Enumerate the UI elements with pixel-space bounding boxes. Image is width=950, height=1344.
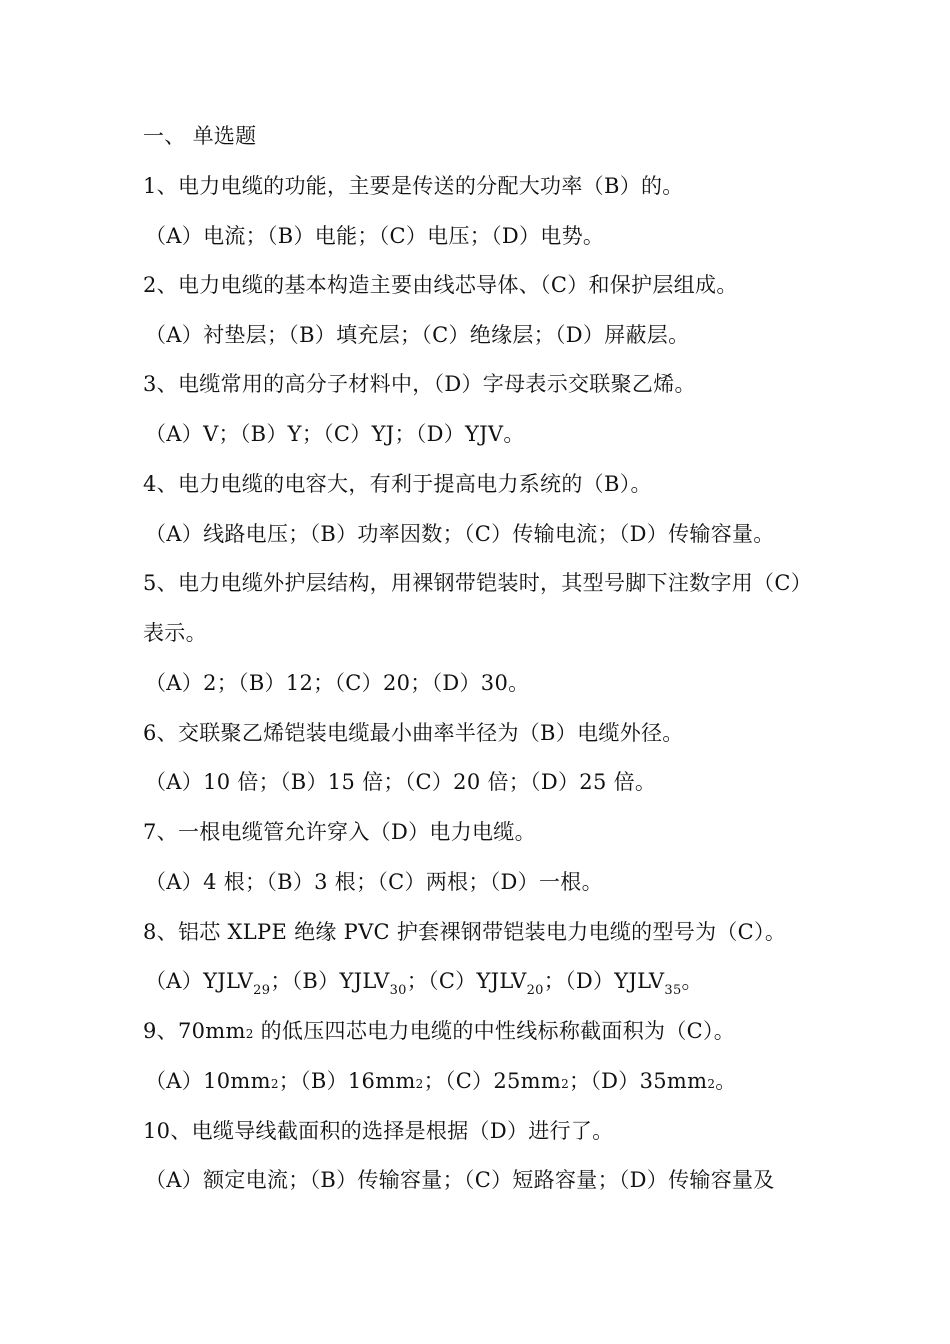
question-8: 8、铝芯 XLPE 绝缘 PVC 护套裸钢带铠装电力电缆的型号为（C）。 [143,920,787,944]
options-3: （A）V；（B）Y；（C）YJ；（D）YJV。 [145,422,525,446]
question-9-post: 的低压四芯电力电缆的中性线标称截面积为（C）。 [253,1019,736,1043]
question-6: 6、交联聚乙烯铠装电缆最小曲率半径为（B）电缆外径。 [143,721,684,745]
option-8b: ；（B）YJLV [270,969,390,993]
options-10: （A）额定电流；（B）传输容量；（C）短路容量；（D）传输容量及 [145,1168,775,1192]
question-2: 2、电力电缆的基本构造主要由线芯导体、（C）和保护层组成。 [143,273,738,297]
options-9 [145,1067,737,1098]
question-7: 7、一根电缆管允许穿入（D）电力电缆。 [143,820,536,844]
option-8c-subscript: 20 [526,983,544,998]
option-9d: ；（D）35mm [569,1069,708,1093]
option-9-end: 。 [715,1069,737,1093]
option-8d: ；（D）YJLV [543,969,665,993]
options-2: （A）衬垫层；（B）填充层；（C）绝缘层；（D）屏蔽层。 [145,323,690,347]
options-7: （A）4 根；（B）3 根；（C）两根；（D）一根。 [145,870,603,894]
option-8c: ；（C）YJLV [406,969,527,993]
option-9d-power: 2 [707,1077,716,1091]
section-heading: 一、 单选题 [143,124,257,148]
option-9b: ；（B）16mm [278,1069,416,1093]
question-5: 5、电力电缆外护层结构，用裸钢带铠装时，其型号脚下注数字用（C） [143,571,813,595]
option-9c-power: 2 [561,1077,570,1091]
options-1: （A）电流；（B）电能；（C）电压；（D）电势。 [145,224,605,248]
option-9a: （A）10mm [145,1069,271,1093]
question-9 [143,1017,735,1048]
option-8b-subscript: 30 [389,983,407,998]
options-6: （A）10 倍；（B）15 倍；（C）20 倍；（D）25 倍。 [145,770,657,794]
option-8-end: 。 [681,969,703,993]
question-10: 10、电缆导线截面积的选择是根据（D）进行了。 [143,1119,614,1143]
options-5: （A）2；（B）12；（C）20；（D）30。 [145,671,530,695]
question-9-unit-power: 2 [245,1027,254,1041]
options-4: （A）线路电压；（B）功率因数；（C）传输电流；（D）传输容量。 [145,522,775,546]
question-1: 1、电力电缆的功能，主要是传送的分配大功率（B）的。 [143,174,684,198]
options-8 [145,967,703,998]
question-4: 4、电力电缆的电容大，有利于提高电力系统的（B）。 [143,472,652,496]
option-8a-subscript: 29 [253,983,271,998]
question-5-continuation: 表示。 [143,621,207,645]
option-9b-power: 2 [415,1077,424,1091]
question-3: 3、电缆常用的高分子材料中，（D）字母表示交联聚乙烯。 [143,372,696,396]
option-9c: ；（C）25mm [423,1069,562,1093]
option-8a: （A）YJLV [145,969,254,993]
option-8d-subscript: 35 [664,983,682,998]
option-9a-power: 2 [270,1077,279,1091]
question-9-pre: 9、70mm [143,1019,246,1043]
